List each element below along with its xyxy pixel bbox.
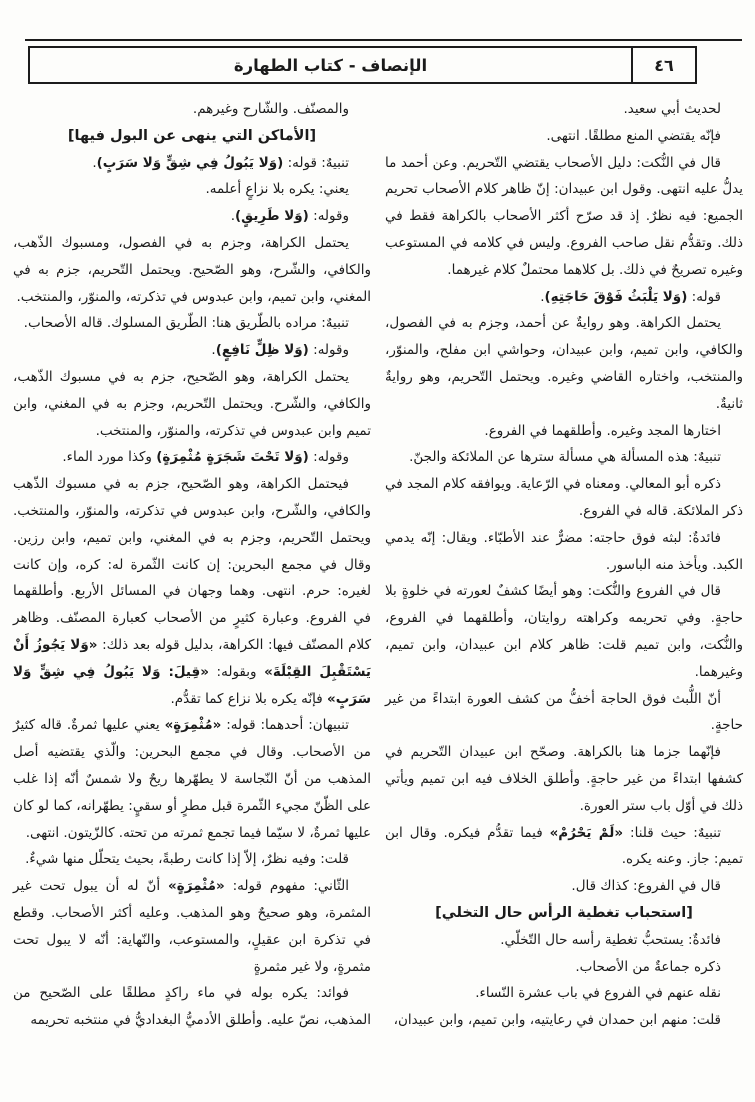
paragraph <box>13 176 371 203</box>
body-text: فيما تقدُّم فيكره. وقال ابن تميم: جاز. وعنه يكره. <box>385 824 743 868</box>
body-text: تنبيهٌ: حيث قلنا: <box>623 824 721 841</box>
paragraph <box>385 927 743 954</box>
column-right <box>385 96 743 1034</box>
paragraph <box>13 203 371 230</box>
body-text: يعني عليها ثمرةٌ. قاله كثيرٌ من الأصحاب. وقال في مجمع البحرين: والّذي يقتضيه أصل المذهب من أنّ النّجاسة لا يطهّرها ريحٌ ولا شمسٌ أنّه إذا غلب على الظّنّ مجيء الثّمرة قبل مطرٍ أو سقيٍ: يطهّرانه، كما لو كان عليها ثمرةٌ، لا سيّما فيما تجمع ثمرته من تحته. كالزّيتون. انتهى. <box>13 717 371 841</box>
body-text: الثّاني: مفهوم قوله: <box>224 878 349 895</box>
matn-quote: (وَلا يَبُولُ فِي شِقٍّ وَلا سَرَبٍ) <box>96 154 284 171</box>
body-text: وكذا مورد الماء. <box>62 449 157 466</box>
paragraph <box>385 1007 743 1034</box>
body-text: أنّ اللُّبث فوق الحاجة أخفُّ من كشف العورة ابتداءً من غير حاجةٍ. <box>385 690 743 734</box>
body-text: قال في الفروع: كذاك قال. <box>571 878 721 895</box>
body-text: قوله: <box>687 288 721 305</box>
body-text: فإنّه يقتضي المنع مطلقًا. انتهى. <box>546 127 721 144</box>
body-text: يحتمل الكراهة. وهو روايةٌ عن أحمد، وجزم به في الفصول، والكافي، وابن تميم، وابن عبيدان، وحواشي ابن مفلح، والمنوّر، والمنتخب، واختاره القاضي وغيره. ويحتمل التّحريم، وهو روايةٌ ثانيةٌ. <box>385 315 743 412</box>
matn-quote: «مُثْمِرَةٍ» <box>168 878 225 895</box>
paragraph <box>385 284 743 311</box>
paragraph <box>13 364 371 444</box>
matn-quote: (وَلا ظِلٍّ نَافِعٍ) <box>215 342 309 359</box>
paragraph <box>385 418 743 445</box>
body-text: وقوله: <box>308 342 349 359</box>
section-heading <box>13 123 371 150</box>
paragraph <box>13 96 371 123</box>
paragraph <box>13 980 371 1034</box>
paragraph <box>13 873 371 980</box>
page-body <box>13 96 743 1034</box>
paragraph <box>13 712 371 846</box>
body-text: أنّ له أن يبول تحت غير المثمرة، وهو صحيحٌ وهو المذهب. وعليه أكثر الأصحاب. وقطع في تذكرة ابن عقيلٍ، والمستوعب، والنّهاية: أنّه لا يبول تحت مثمرةٍ، ولا غير مثمرةٍ <box>13 878 371 975</box>
body-text: يحتمل الكراهة، وهو الصّحيح، جزم به في مسبوك الذّهب، والكافي، والشّرح. ويحتمل التّحريم، وجزم به في المغني، وابن تميم وابن عبدوس في تذكرته، والمنوّر، والمنتخب. <box>13 368 371 439</box>
paragraph <box>13 846 371 873</box>
body-text: قلت: منهم ابن حمدان في رعايتيه، وابن تميم، وابن عبيدان، <box>393 1012 721 1029</box>
body-text: تنبيهٌ: هذه المسألة هي مسألة سترها عن الملائكة والجنّ. <box>409 449 721 466</box>
paragraph <box>385 123 743 150</box>
matn-quote: [الأماكن التي ينهى عن البول فيها] <box>67 127 317 144</box>
body-text: يعني: يكره بلا نزاعٍ أعلمه. <box>205 181 349 198</box>
paragraph <box>385 525 743 579</box>
body-text: قال في النُّكت: دليل الأصحاب يقتضي التّحريم. وعن أحمد ما يدلُّ عليه انتهى. وقول ابن عبيدان: إنّ ظاهر كلام الأصحاب تحريم الجميع: فيه نظرٌ. إذ قد صرّح أكثر الأصحاب بالكراهة فقط في ذلك. وتقدُّم نقل صاحب الفروع. وليس في كلامه في المستوعب وغيره تصريحٌ في ذلك. بل كلاهما محتملٌ كلام غيرهما. <box>385 154 743 278</box>
body-text: فيحتمل الكراهة، وهو الصّحيح، جزم به في مسبوك الذّهب والكافي، والشّرح، وابن عبدوس في تذكرته، والمنوّر، والمنتخب. ويحتمل التّحريم، وجزم به في المغني، وابن تميم، وابن رزين. وقال في مجمع البحرين: إن كانت الثّمرة له: كره، وإن كانت لغيره: حرم. انتهى. وهما وجهان في المسائل الأربع. وأطلقهما في الفروع. وعبارة كثيرٍ من الأصحاب كعبارة المصنّف. وظاهر كلام المصنّف فيها: الكراهة، بدليل قوله بعد ذلك: <box>13 476 371 653</box>
body-text: يحتمل الكراهة، وجزم به في الفصول، ومسبوك الذّهب، والكافي، والشّرح، وهو الصّحيح. ويحتمل التّحريم، جزم به في المغني، وابن تميم، وابن عبدوس في تذكرته، والمنوّر، والمنتخب. <box>13 234 371 305</box>
page-header <box>28 46 697 84</box>
body-text: ذكره جماعةٌ من الأصحاب. <box>575 958 721 975</box>
paragraph <box>385 578 743 685</box>
matn-quote: «وَلا يَجُوزُ أَنْ يَسْتَقْبِلَ القِبْلَةَ» <box>13 636 372 680</box>
body-text: ذكره أبو المعالي. ومعناه في الرّعاية. ويوافقه كلام المجد في ذكر الملائكة. قاله في الفروع. <box>385 476 743 519</box>
paragraph <box>13 471 371 712</box>
paragraph <box>13 150 371 177</box>
body-text: . <box>230 208 236 225</box>
body-text: . <box>211 342 216 359</box>
body-text: فائدةٌ: لبثه فوق حاجته: مضرٌّ عند الأطبّاء. ويقال: إنّه يدمي الكبد. ويأخذ منه الباسور. <box>385 529 743 573</box>
top-rule-divider <box>25 39 742 41</box>
page-title: الإنصاف - كتاب الطهارة <box>233 55 428 75</box>
paragraph <box>385 471 743 525</box>
body-text: . <box>540 288 545 305</box>
body-text: لحديث أبي سعيد. <box>623 101 721 117</box>
paragraph <box>13 230 371 310</box>
body-text: نقله عنهم في الفروع في باب عشرة النّساء. <box>475 985 721 1002</box>
matn-quote: «مُثْمِرَةٍ» <box>164 717 222 734</box>
body-text: فإنّهما جزما هنا بالكراهة. وصحّح ابن عبيدان التّحريم في كشفها ابتداءً من غير حاجةٍ. وأطلق الخلاف فيه ابن تميم ويأتي ذلك في أوّل باب ستر العورة. <box>385 744 743 814</box>
paragraph <box>13 310 371 337</box>
paragraph <box>385 739 743 819</box>
section-heading <box>385 900 743 927</box>
page-number: ٤٦ <box>631 48 695 82</box>
paragraph <box>13 444 371 471</box>
body-text: فائدةٌ: يستحبُّ تغطية رأسه حال التّخلّي. <box>500 931 721 948</box>
matn-quote: «قِيلَ: وَلا يَبُولُ فِي شِقٍّ وَلا سَرَبٍ» <box>13 663 371 707</box>
body-text: . <box>92 154 97 171</box>
body-text: فوائد: يكره بوله في ماء راكدٍ مطلقًا على الصّحيح من المذهب، نصّ عليه. وأطلق الأدميُّ البغداديُّ في منتخبه تحريمه <box>13 985 371 1029</box>
body-text: تنبيهٌ: قوله: <box>283 154 349 171</box>
paragraph <box>385 686 743 740</box>
paragraph <box>385 954 743 981</box>
paragraph <box>385 444 743 471</box>
body-text: فإنّه يكره بلا نزاع كما تقدُّم. <box>170 690 328 707</box>
body-text: وبقوله: <box>208 663 265 680</box>
body-text: تنبيهان: أحدهما: قوله: <box>221 717 349 734</box>
body-text: وقوله: <box>308 208 349 225</box>
matn-quote: «لَمْ يَحْرُمْ» <box>549 824 624 841</box>
matn-quote: (وَلا طَرِيقٍ) <box>235 208 309 225</box>
paragraph <box>13 337 371 364</box>
paragraph <box>385 980 743 1007</box>
paragraph <box>385 310 743 417</box>
paragraph <box>385 820 743 874</box>
column-left <box>13 96 371 1034</box>
body-text: والمصنّف. والشّارح وغيرهم. <box>192 101 349 117</box>
matn-quote: (وَلا تَحْتَ شَجَرَةٍ مُثْمِرَةٍ) <box>156 449 309 466</box>
body-text: قال في الفروع والنُّكت: وهو أيضًا كشفٌ لعورته في خلوةٍ بلا حاجةٍ. وفي تحريمه وكراهته روايتان، وأطلقهما في الفروع، والنُّكت، وابن تميم قلت: ظاهر كلام ابن عبيدان، وابن تميم، وغيرهما. <box>385 583 743 680</box>
body-text: قلت: وفيه نظرٌ، إلاّ إذا كانت رطبةً، بحيث يتحلّل منها شيءٌ. <box>25 851 349 868</box>
body-text: وقوله: <box>308 449 349 466</box>
paragraph <box>385 150 743 284</box>
matn-quote: [استحباب تغطية الرأس حال التخلي] <box>435 904 693 921</box>
body-text: اختارها المجد وغيره. وأطلقهما في الفروع. <box>484 422 721 439</box>
body-text: تنبيهٌ: مراده بالطّريق هنا: الطّريق المسلوك. قاله الأصحاب. <box>23 315 349 332</box>
paragraph <box>385 873 743 900</box>
paragraph <box>385 96 743 123</box>
matn-quote: (وَلا يَلْبَثُ فَوْقَ حَاجَتِهِ) <box>544 288 688 305</box>
